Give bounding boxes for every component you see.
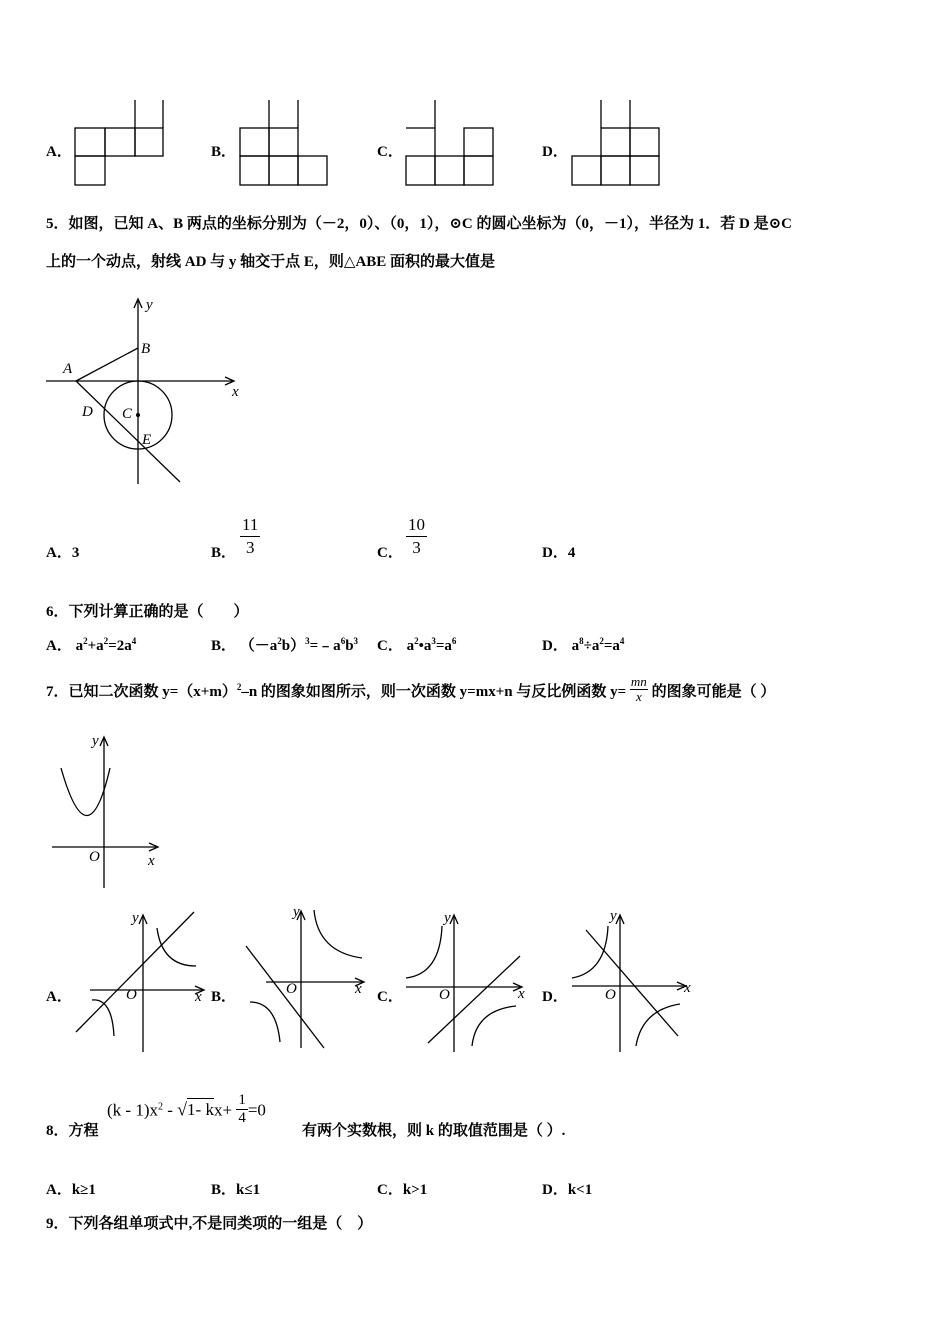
q8-eq-part1: (k - 1)x: [107, 1100, 158, 1120]
q7-c-label-o: O: [439, 987, 450, 1003]
q8-option-b: [211, 1178, 260, 1199]
q8-option-a-letter: A．: [46, 1182, 72, 1198]
q8-option-d-letter: D．: [542, 1182, 568, 1198]
q5-option-c-numerator: 10: [408, 515, 425, 534]
q7-stem-sup: 2: [236, 682, 242, 692]
q6-d-text1: a: [571, 638, 580, 654]
q5-label-b: B: [141, 341, 151, 357]
q8-option-b-value: k≤1: [236, 1182, 261, 1198]
q5-option-c-denominator: 3: [412, 538, 421, 557]
q5-label-y: y: [146, 297, 153, 313]
q7-label-x: x: [148, 853, 155, 869]
q4-option-a-letter: A．: [46, 144, 72, 160]
q6-d-sup3: 4: [619, 636, 625, 646]
q6-b-sup4: 3: [353, 636, 359, 646]
q6-option-a: [46, 634, 136, 655]
q7-option-a-letter: A．: [46, 989, 72, 1005]
q7-fraction-numerator: mn: [630, 674, 647, 690]
q4-option-b-letter: B．: [211, 144, 237, 160]
q8-eq-fraction-denominator: 4: [238, 1110, 246, 1126]
q7-option-d-graph: [568, 906, 703, 1056]
q6-b-text1: （－a: [239, 638, 278, 654]
q8-option-a-value: k≥1: [71, 1182, 96, 1198]
q5-figure: [40, 292, 250, 492]
q6-option-c-letter: C．: [377, 638, 403, 654]
q7-label-o: O: [89, 849, 100, 865]
q7-fraction-denominator: x: [635, 689, 642, 705]
q6-d-sup2: 2: [599, 636, 604, 646]
q6-option-d-letter: D．: [542, 638, 568, 654]
q6-stem: 6．下列计算正确的是（ ）: [46, 604, 249, 620]
q6-b-sup2: 3: [305, 636, 310, 646]
q8-eq-part4: =0: [247, 1100, 266, 1120]
q5-label-e: E: [142, 432, 152, 448]
q7-a-label-y: y: [132, 910, 139, 926]
q5-label-c: C: [122, 406, 133, 422]
q8-option-b-letter: B．: [211, 1182, 237, 1198]
q7-stem: [46, 674, 776, 705]
q6-option-b-letter: B．: [211, 638, 237, 654]
q7-c-label-y: y: [444, 910, 451, 926]
q8-label: 8．方程: [46, 1123, 99, 1139]
q8-option-c-value: k>1: [402, 1182, 428, 1198]
q7-option-c-letter: C．: [377, 989, 403, 1005]
q6-option-a-letter: A．: [46, 638, 72, 654]
q5-option-a: [46, 541, 79, 562]
q8-radical-sign: √: [177, 1099, 188, 1120]
q5-option-c-fraction: [406, 515, 427, 558]
q5-stem-line2: 上的一个动点，射线 AD 与 y 轴交于点 E，则△ABE 面积的最大值是: [46, 254, 496, 270]
q7-label-y: y: [92, 733, 99, 749]
q5-option-b-letter: B．: [211, 545, 237, 561]
q8-tail: 有两个实数根，则 k 的取值范围是（ ）.: [302, 1123, 566, 1139]
q5-stem-line1: 5．如图，已知 A、B 两点的坐标分别为（－2，0）、（0，1），⊙C 的圆心坐标为（0，－1），半径为 1．若 D 是⊙C: [46, 216, 792, 232]
q6-c-sup2: 3: [431, 636, 436, 646]
q4-option-c-letter: C．: [377, 144, 403, 160]
q7-stem-fraction: [630, 675, 648, 704]
q6-option-c: [377, 634, 456, 655]
q6-b-sup1: 2: [277, 636, 282, 646]
q7-b-label-y: y: [293, 904, 300, 920]
q6-a-sup1: 2: [83, 636, 88, 646]
q7-option-b-letter: B．: [211, 989, 237, 1005]
q7-option-d-letter: D．: [542, 989, 568, 1005]
q8-eq-sup: 2: [157, 1101, 163, 1113]
q6-c-sup1: 2: [414, 636, 419, 646]
q6-a-sup3: 4: [131, 636, 137, 646]
q5-option-a-letter: A．: [46, 545, 72, 561]
q8-equation: [107, 1092, 266, 1127]
q6-d-text2: ÷a: [583, 638, 600, 654]
q6-option-b: [211, 634, 358, 655]
q6-a-text2: +a: [87, 638, 104, 654]
q7-option-a-graph: [72, 906, 212, 1056]
q6-c-text2: •a: [418, 638, 432, 654]
q8-eq-fraction: [236, 1092, 248, 1127]
q6-a-text3: =2a: [108, 638, 132, 654]
q8-eq-part2: -: [162, 1100, 178, 1120]
q5-option-c-letter: C．: [377, 545, 403, 561]
q8-option-c: [377, 1178, 427, 1199]
q6-a-sup2: 2: [103, 636, 109, 646]
q8-option-c-letter: C．: [377, 1182, 403, 1198]
q5-option-b-fraction: [240, 515, 260, 558]
q6-a-text1: a: [75, 638, 84, 654]
q5-option-d-value: 4: [567, 545, 576, 561]
q8-eq-fraction-numerator: 1: [238, 1092, 246, 1108]
q5-option-b-numerator: 11: [242, 515, 259, 534]
q7-d-label-x: x: [684, 980, 691, 996]
q8-eq-radicand: 1- k: [187, 1100, 214, 1120]
q7-stem-post: 的图象可能是（ ）: [647, 684, 776, 700]
q6-b-text4: b: [345, 638, 354, 654]
q5-option-d-letter: D．: [542, 545, 568, 561]
q5-label-d: D: [82, 404, 93, 420]
q4-option-a-figure: [70, 98, 170, 190]
q5-option-d: [542, 541, 575, 562]
q7-option-b-graph: [238, 902, 373, 1054]
q4-option-d-figure: [568, 98, 668, 190]
q7-parabola-figure: [48, 728, 168, 893]
q8-option-d-value: k<1: [567, 1182, 593, 1198]
q7-b-label-o: O: [286, 981, 297, 997]
q5-option-b-denominator: 3: [245, 538, 255, 557]
q7-b-label-x: x: [355, 981, 362, 997]
q6-c-text1: a: [406, 638, 415, 654]
q8-option-a: [46, 1178, 96, 1199]
q6-d-text3: =a: [603, 638, 620, 654]
q4-option-b-figure: [236, 98, 336, 190]
q4-option-d-letter: D．: [542, 144, 568, 160]
q6-c-text3: =a: [435, 638, 452, 654]
q8-eq-part3: x+: [213, 1100, 233, 1120]
q9-stem: 9．下列各组单项式中,不是同类项的一组是（ ）: [46, 1216, 373, 1232]
q7-c-label-x: x: [518, 986, 525, 1002]
q6-d-sup1: 8: [579, 636, 584, 646]
q7-stem-mid: –n 的图象如图所示，则一次函数 y=mx+n 与反比例函数 y=: [241, 684, 627, 700]
q6-b-text3: =﹣a: [309, 638, 341, 654]
q7-d-label-o: O: [605, 987, 616, 1003]
q5-label-a: A: [63, 361, 73, 377]
q6-b-sup3: 6: [340, 636, 346, 646]
q7-a-label-o: O: [126, 987, 137, 1003]
q4-option-c-figure: [402, 98, 502, 190]
q6-option-d: [542, 634, 624, 655]
q5-label-x: x: [232, 384, 239, 400]
q7-d-label-y: y: [610, 908, 617, 924]
q6-b-text2: b）: [281, 638, 306, 654]
q7-stem-pre: 7．已知二次函数 y=（x+m）: [46, 684, 237, 700]
q5-option-a-value: 3: [71, 545, 80, 561]
q8-option-d: [542, 1178, 592, 1199]
q7-option-c-graph: [402, 906, 537, 1056]
q7-a-label-x: x: [195, 989, 202, 1005]
q6-c-sup3: 6: [451, 636, 457, 646]
